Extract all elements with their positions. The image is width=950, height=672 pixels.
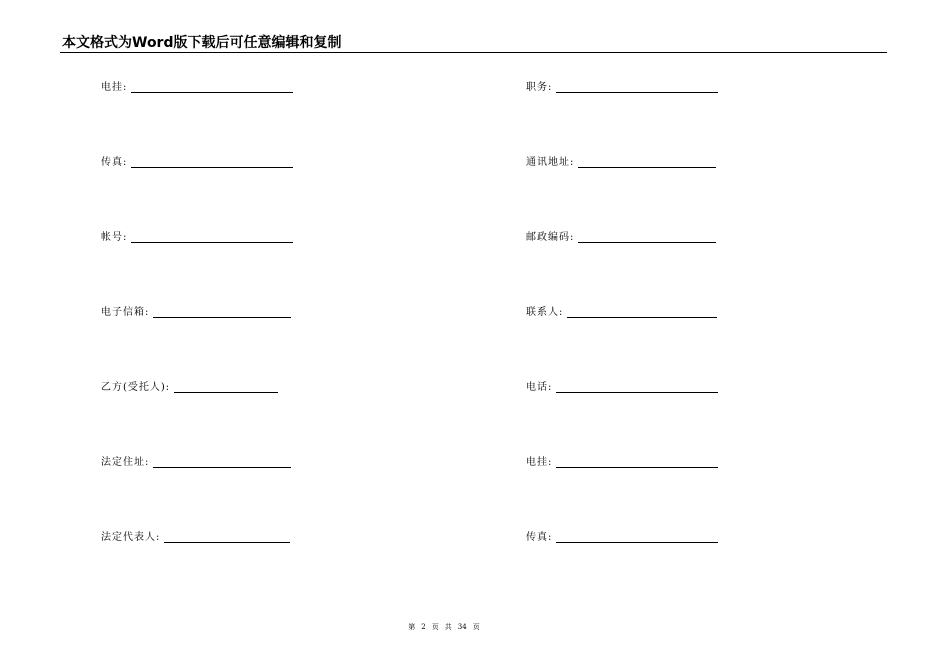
footer-page-prefix: 第 — [408, 623, 416, 631]
field-right-4 — [526, 378, 718, 394]
field-blank-line[interactable] — [164, 542, 290, 543]
field-right-1 — [526, 153, 716, 169]
field-blank-line[interactable] — [153, 467, 291, 468]
field-right-2 — [526, 228, 716, 244]
footer-total-prefix: 共 — [444, 623, 452, 631]
field-right-6 — [526, 528, 718, 544]
field-left-0 — [101, 78, 293, 94]
field-blank-line[interactable] — [556, 92, 718, 93]
field-label: 邮政编码: — [526, 232, 575, 243]
field-blank-line[interactable] — [556, 542, 718, 543]
field-blank-line[interactable] — [556, 392, 718, 393]
field-left-5 — [101, 453, 291, 469]
field-label: 联系人: — [526, 307, 564, 318]
field-label: 电挂: — [526, 457, 553, 468]
footer-page-number: 2 — [421, 623, 426, 631]
field-label: 法定住址: — [101, 457, 150, 468]
field-blank-line[interactable] — [578, 242, 716, 243]
field-label: 电挂: — [101, 82, 128, 93]
field-label: 电话: — [526, 382, 553, 393]
footer-page-unit: 页 — [431, 623, 439, 631]
field-label: 传真: — [526, 532, 553, 543]
field-label: 职务: — [526, 82, 553, 93]
field-left-2 — [101, 228, 293, 244]
field-left-3 — [101, 303, 291, 319]
field-blank-line[interactable] — [153, 317, 291, 318]
field-right-0 — [526, 78, 718, 94]
field-blank-line[interactable] — [578, 167, 716, 168]
page-footer — [0, 622, 888, 632]
field-label: 帐号: — [101, 232, 128, 243]
field-label: 乙方(受托人): — [101, 382, 171, 393]
field-blank-line[interactable] — [567, 317, 717, 318]
field-blank-line[interactable] — [174, 392, 278, 393]
field-left-4 — [101, 378, 278, 394]
field-left-1 — [101, 153, 293, 169]
field-right-5 — [526, 453, 718, 469]
field-label: 传真: — [101, 157, 128, 168]
field-blank-line[interactable] — [131, 92, 293, 93]
header-rule — [60, 52, 887, 53]
field-label: 通讯地址: — [526, 157, 575, 168]
field-blank-line[interactable] — [131, 167, 293, 168]
field-blank-line[interactable] — [556, 467, 718, 468]
footer-total-unit: 页 — [472, 623, 480, 631]
field-right-3 — [526, 303, 717, 319]
field-label: 电子信箱: — [101, 307, 150, 318]
footer-total-pages: 34 — [457, 623, 467, 631]
field-left-6 — [101, 528, 290, 544]
header-title: 本文格式为Word版下载后可任意编辑和复制 — [62, 35, 342, 51]
field-blank-line[interactable] — [131, 242, 293, 243]
field-label: 法定代表人: — [101, 532, 161, 543]
